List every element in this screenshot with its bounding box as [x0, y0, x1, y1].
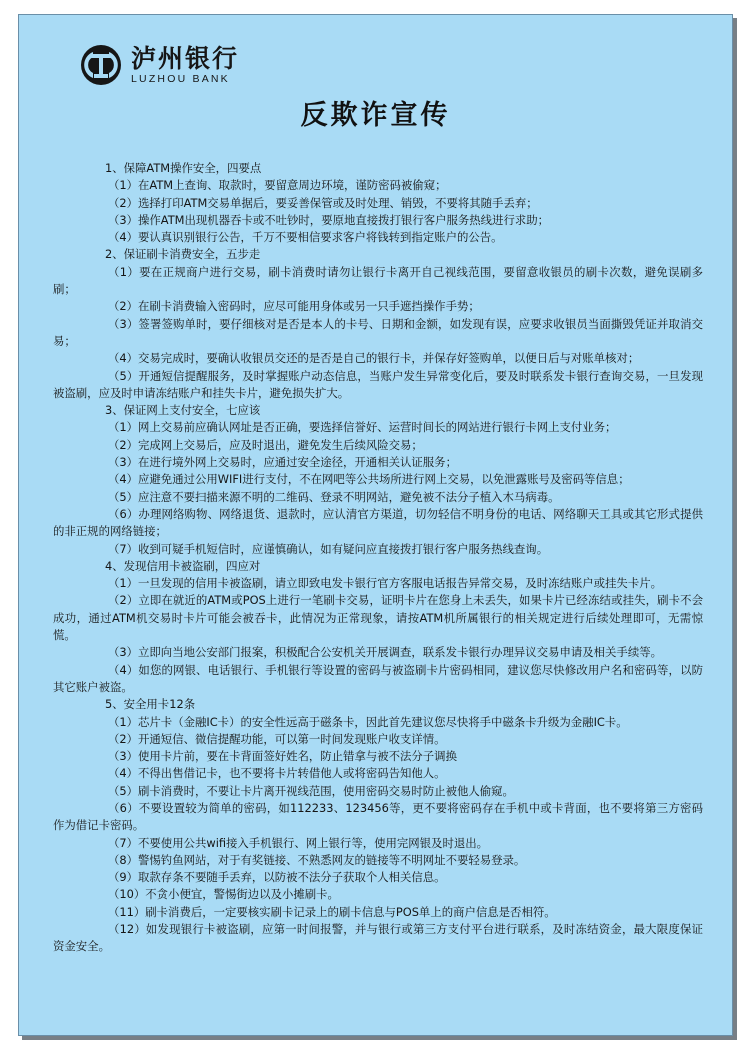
- section-item: （1）网上交易前应确认网址是否正确，要选择信誉好、运营时间长的网站进行银行卡网上支付业务；: [108, 420, 617, 435]
- section-item: （9）取款存条不要随手丢弃，以防被不法分子获取个人相关信息。: [108, 870, 446, 885]
- section-item: （6）办理网络购物、网络退货、退款时，应认清官方渠道，切勿轻信不明身份的电话、网络聊天工具或其它形式提供的非正规的网络链接；: [53, 506, 703, 539]
- section-item: （1）芯片卡（金融IC卡）的安全性远高于磁条卡，因此首先建议您尽快将手中磁条卡升级为金融IC卡。: [108, 714, 628, 729]
- section-item: （3）在进行境外网上交易时，应通过安全途径，开通相关认证服务；: [108, 455, 457, 470]
- section-item: （1）在ATM上查询、取款时，要留意周边环境，谨防密码被偷窥；: [108, 178, 447, 193]
- section-item: （2）选择打印ATM交易单据后，要妥善保管或及时处理、销毁，不要将其随手丢弃；: [108, 195, 538, 210]
- section-item: （2）在刷卡消费输入密码时，应尽可能用身体或另一只手遮挡操作手势；: [108, 299, 480, 314]
- section-heading: 1、保障ATM操作安全，四要点: [105, 161, 262, 175]
- notice-body: [53, 160, 703, 956]
- section-heading: 3、保证网上支付安全，七应该: [105, 403, 261, 418]
- section-item: （2）开通短信、微信提醒功能，可以第一时间发现账户收支详情。: [108, 731, 446, 746]
- section-item: （4）不得出售借记卡，也不要将卡片转借他人或将密码告知他人。: [108, 766, 446, 781]
- section-item: （2）完成网上交易后，应及时退出，避免发生后续风险交易；: [108, 437, 423, 452]
- section-item: （5）刷卡消费时，不要让卡片离开视线范围，使用密码交易时防止被他人偷窥。: [108, 783, 514, 798]
- section-item: （7）不要使用公共wifi接入手机银行、网上银行等，使用完网银及时退出。: [108, 835, 489, 850]
- section-item: （4）交易完成时，要确认收银员交还的是否是自己的银行卡，并保存好签购单，以便日后与对账单核对；: [108, 351, 640, 366]
- section-item: （3）签署签购单时，要仔细核对是否是本人的卡号、日期和金额，如发现有误，应要求收银员当面撕毁凭证并取消交易；: [53, 316, 703, 348]
- section-item: （4）如您的网银、电话银行、手机银行等设置的密码与被盗刷卡片密码相同，建议您尽快修改用户名和密码等，以防其它账户被盗。: [53, 662, 703, 694]
- section-item: （8）警惕钓鱼网站，对于有奖链接、不熟悉网友的链接等不明网址不要轻易登录。: [108, 852, 526, 867]
- section-item: （7）收到可疑手机短信时，应谨慎确认，如有疑问应直接拨打银行客户服务热线查询。: [108, 541, 549, 556]
- section-heading: 2、保证刷卡消费安全，五步走: [105, 247, 261, 262]
- section-item: （4）应避免通过公用WIFI进行支付，不在网吧等公共场所进行网上交易，以免泄露账号及密码等信息；: [108, 472, 630, 487]
- section-item: （3）立即向当地公安部门报案，积极配合公安机关开展调查，联系发卡银行办理异议交易申请及相关手续等。: [108, 645, 662, 660]
- section-item: （4）要认真识别银行公告，千万不要相信要求客户将钱转到指定账户的公告。: [108, 230, 503, 245]
- section-item: （2）立即在就近的ATM或POS上进行一笔刷卡交易，证明卡片在您身上未丢失，如果卡片已经冻结或挂失，刷卡不会成功，通过ATM机交易时卡片可能会被吞卡，此情况为正常现象，请按ATM机所属银行的相关规定进行后续处理即可，无需惊慌。: [53, 593, 703, 643]
- bank-name-en: LUZHOU BANK: [131, 73, 230, 85]
- section-item: （5）开通短信提醒服务，及时掌握账户动态信息，当账户发生异常变化后，要及时联系发卡银行查询交易，一旦发现被盗刷，应及时申请冻结账户和挂失卡片，避免损失扩大。: [53, 368, 703, 400]
- section-item: （3）操作ATM出现机器吞卡或不吐钞时，要原地直接拨打银行客户服务热线进行求助；: [108, 212, 550, 227]
- section-item: （10）不贪小便宜，警惕街边以及小摊刷卡。: [108, 887, 339, 902]
- section-item: （11）刷卡消费后，一定要核实刷卡记录上的刷卡信息与POS单上的商户信息是否相符。: [108, 904, 556, 919]
- section-item: （3）使用卡片前，要在卡背面签好姓名，防止错拿与被不法分子调换: [108, 749, 457, 764]
- section-item: （6）不要设置较为简单的密码，如112233、123456等，更不要将密码存在手机中或卡背面，也不要将第三方密码作为借记卡密码。: [53, 800, 703, 833]
- section-item: （5）应注意不要扫描来源不明的二维码、登录不明网站，避免被不法分子植入木马病毒。: [108, 489, 560, 504]
- bank-logo: [79, 41, 239, 89]
- section-heading: 5、安全用卡12条: [105, 697, 196, 712]
- section-heading: 4、发现信用卡被盗刷，四应对: [105, 558, 261, 573]
- poster: [18, 14, 733, 1036]
- page-title: 反欺诈宣传: [300, 100, 451, 131]
- section-item: （1）一旦发现的信用卡被盗刷，请立即致电发卡银行官方客服电话报告异常交易，及时冻结账户或挂失卡片。: [108, 576, 662, 591]
- bank-logo-icon: [79, 43, 123, 87]
- section-item: （1）要在正规商户进行交易，刷卡消费时请勿让银行卡离开自己视线范围，要留意收银员的刷卡次数，避免误刷多刷；: [53, 264, 703, 297]
- bank-name-cn: 泸州银行: [131, 44, 240, 73]
- section-item: （12）如发现银行卡被盗刷，应第一时间报警，并与银行或第三方支付平台进行联系，及时冻结资金，最大限度保证资金安全。: [53, 922, 703, 954]
